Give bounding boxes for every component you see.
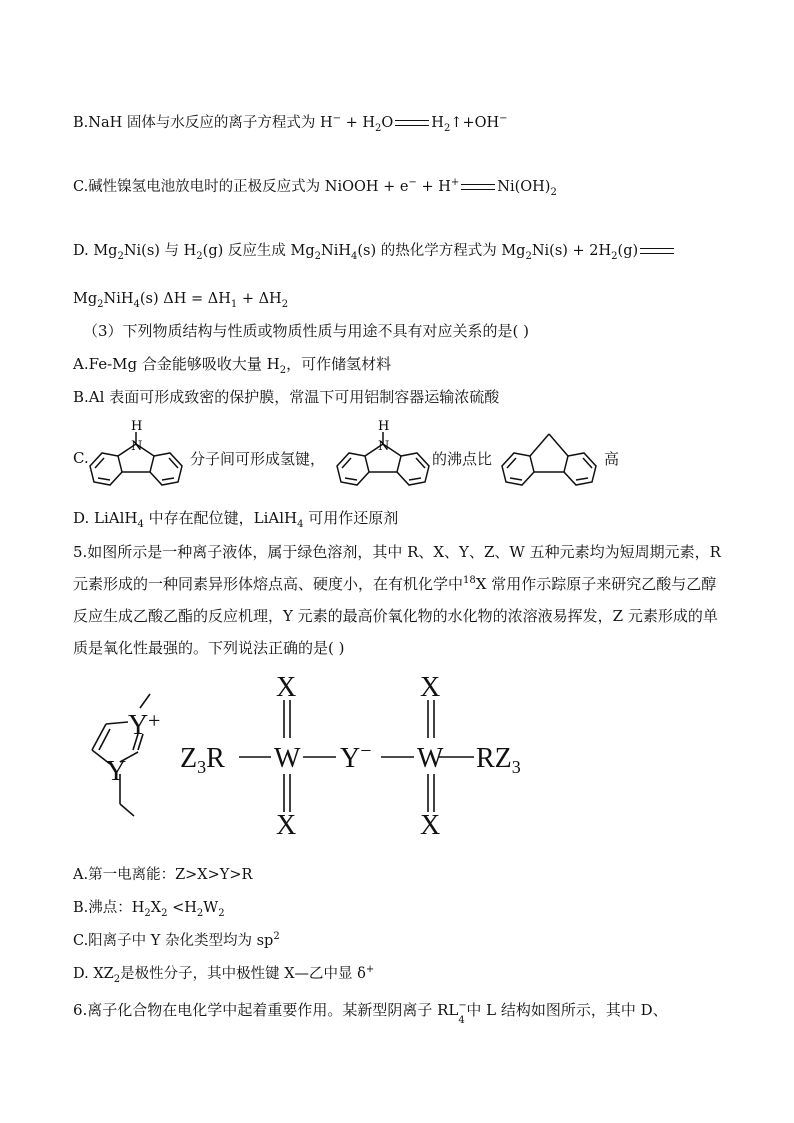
- svg-text:N: N: [378, 439, 390, 454]
- svg-text:X: X: [420, 810, 441, 841]
- q5-option-c: C.阳离子中 Y 杂化类型均为 $sp^2$: [73, 931, 280, 949]
- svg-text:Y: Y: [106, 756, 127, 787]
- q4-option-c: C.碱性镍氢电池放电时的正极反应式为 NiOOH + e− + H+ $Ni(OH)_2$: [73, 177, 557, 198]
- q6-stem: 6.离子化合物在电化学中起着重要作用。某新型阴离子 RL − 4 中 L 结构如图所示，其中 D、: [73, 1000, 668, 1026]
- svg-text:RZ3: $RZ_3$: [476, 743, 521, 777]
- svg-text:W: W: [417, 743, 444, 774]
- svg-text:H: H: [131, 420, 143, 434]
- q4-3-option-d: D. LiAlH$_4$ 中存在配位键，LiAlH$_4$ 可用作还原剂: [73, 509, 399, 530]
- q5-option-b: B.沸点：$H_2X_2 <H_2W_2$: [73, 900, 225, 919]
- svg-text:+: +: [148, 708, 161, 733]
- svg-text:Z3R: $Z_3R$: [180, 743, 225, 777]
- q5-stem: 5.如图所示是一种离子液体，属于绿色溶剂，其中 R、X、Y、Z、W 五种元素均为短周期元素，R 元素形成的一种同素异形体熔点高、硬度小，在有机化学中$^{18}$X 常用作示踪原子来研究乙酸与乙醇反应生成乙酸乙酯的反应机理，Y 元素的最高价氧化物的水化物的浓溶液易挥发，Z 元素形成的单质是氧化性最强的。下列说法正确的是( ): [73, 543, 721, 657]
- q4-3-option-c-mid1: 分子间可形成氢键，: [190, 450, 326, 468]
- q4-option-b: B.NaH 固体与水反应的离子方程式为 $H^- + H_2O$ $H_2↑+OH^-$: [73, 113, 508, 134]
- q4-3-option-c-post: 高: [604, 450, 620, 468]
- q5-option-a: A.第一电离能：Z>X>Y>R: [73, 867, 253, 883]
- q4-sub-question-3: （3）下列物质结构与性质或物质性质与用途不具有对应关系的是( ): [83, 322, 530, 340]
- q4-option-d: D. $Mg_2Ni(s)$ 与 $H_2(g)$ 反应生成 $Mg_2NiH_4(s)$ 的热化学方程式为 $Mg_2Ni(s) + 2H_2(g)$: [73, 241, 676, 261]
- svg-text:X: X: [276, 810, 297, 841]
- q4-3-option-c-mid2: 的沸点比: [432, 450, 493, 468]
- carbazole-structure-2: [333, 420, 437, 492]
- svg-text:W: W: [274, 743, 301, 774]
- carbazole-structure-1: [86, 420, 190, 492]
- svg-text:H: H: [378, 420, 390, 434]
- svg-text:Y: Y: [128, 710, 149, 741]
- svg-text:X: X: [276, 672, 297, 703]
- equals-sign: [395, 120, 429, 126]
- q4-3-option-c-label: C.: [73, 449, 89, 467]
- equals-sign: [640, 248, 674, 254]
- q4-option-d-enthalpy: $Mg_2NiH_4(s) \Delta H = \Delta H_1 + \Delta H_2$: [73, 291, 289, 310]
- equals-sign: [461, 184, 495, 190]
- ionic-liquid-structure: [76, 670, 596, 842]
- svg-text:N: N: [131, 439, 143, 454]
- fluorene-structure: [498, 420, 606, 492]
- q4-3-option-a: A.Fe-Mg 合金能够吸收大量 $H_2$，可作储氢材料: [73, 355, 392, 376]
- svg-text:Y−: Y−: [340, 740, 372, 774]
- q5-option-d: D. $XZ_2$是极性分子，其中极性键 X—乙中显 δ+: [73, 964, 375, 985]
- q4-3-option-b: B.Al 表面可形成致密的保护膜，常温下可用铝制容器运输浓硫酸: [73, 388, 500, 406]
- svg-text:X: X: [420, 672, 441, 703]
